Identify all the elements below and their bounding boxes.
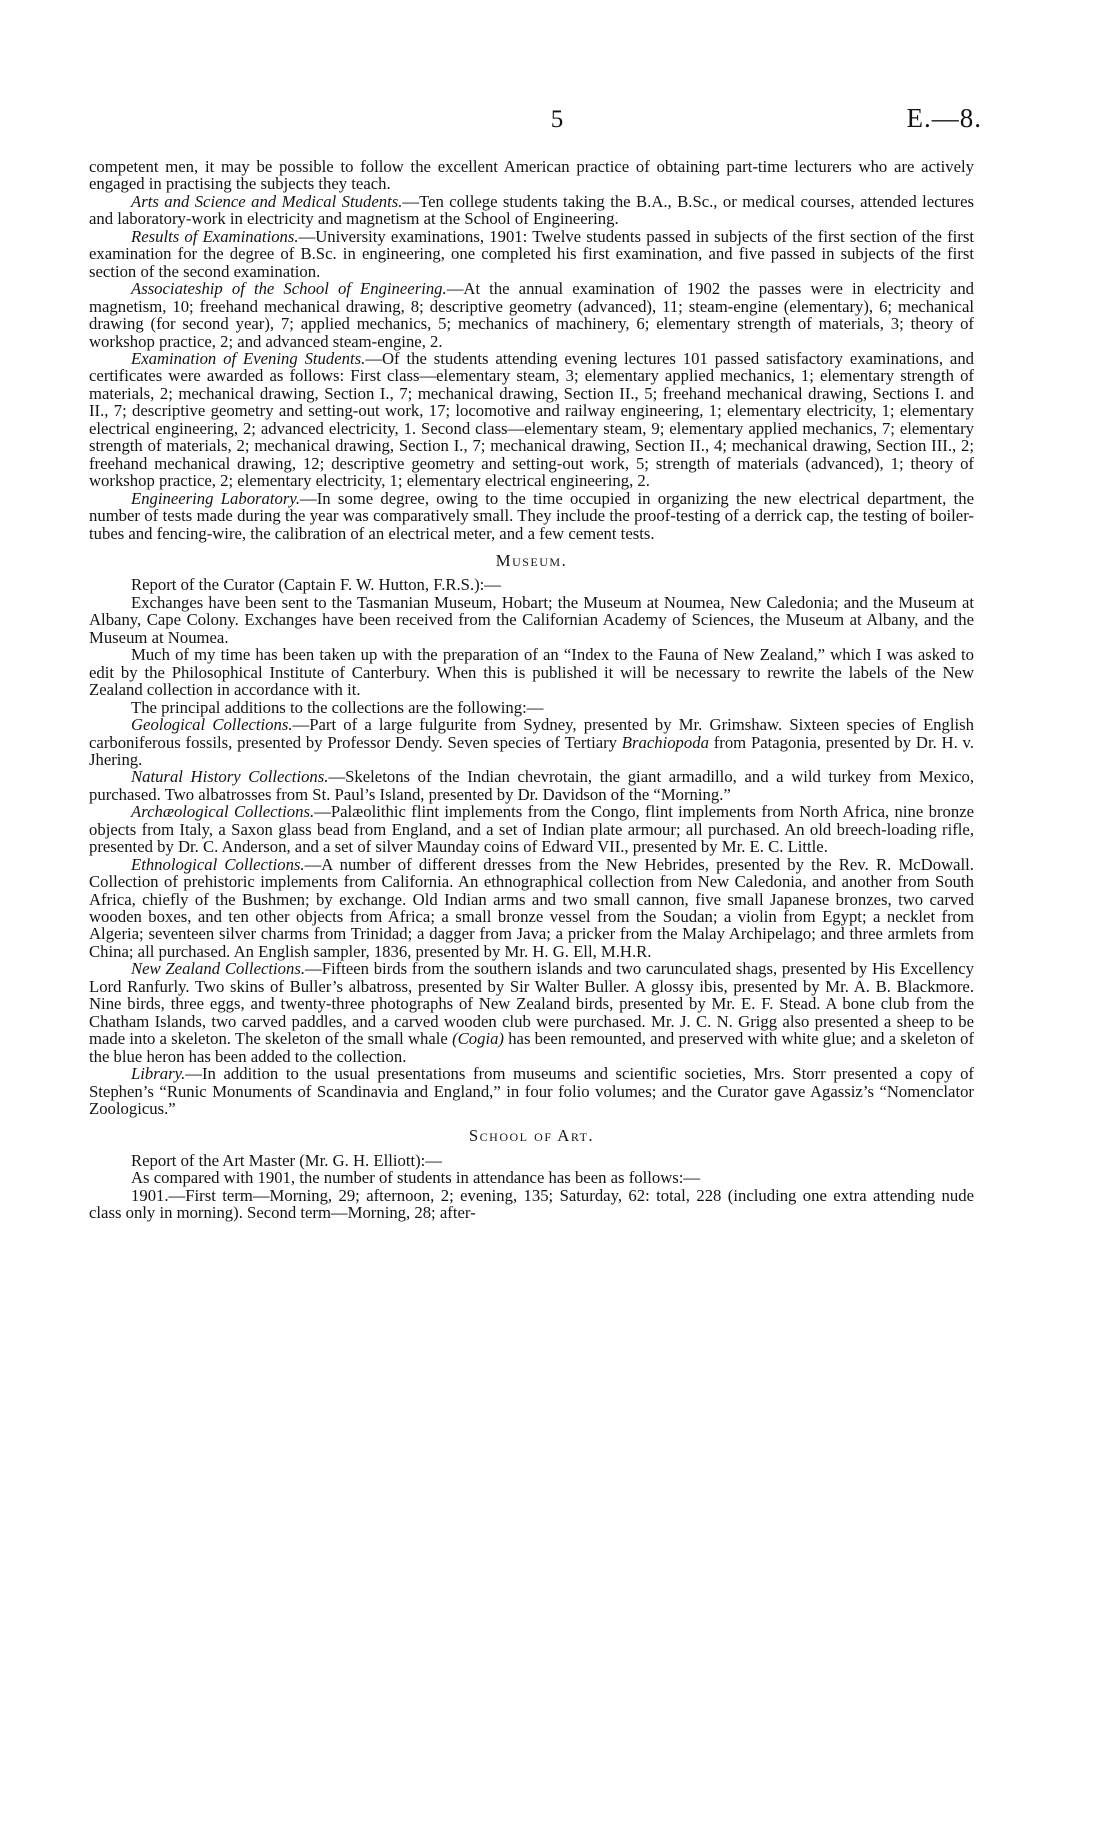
new-zealand-paragraph: New Zealand Collections.—Fifteen birds from the southern islands and two carunculated shags, presented by His Excellency Lord Ranfurly. Two skins of Buller’s albatross, presented by Sir Walter Buller. A glossy ibis, presented by Mr. A. B. Blackmore. Nine birds, three eggs, and twenty-three photographs of New Zealand birds, presented by Mr. E. F. Stead. A bone club from the Chatham Islands, two carved paddles, and a carved wooden club were purchased. Mr. J. C. N. Grigg also presented a sheep to be made into a skeleton. The skeleton of the small whale (Cogia) has been remounted, and preserved with white glue; and a skeleton of the blue heron has been added to the collection. <box>89 959 975 1066</box>
document-body <box>89 158 974 1222</box>
engineering-laboratory-paragraph: Engineering Laboratory.—In some degree, owing to the time occupied in organizing the new electrical department, the number of tests made during the year was comparatively small. They include the proof-testing of a derrick cap, the testing of boiler-tubes and fencing-wire, the calibration of an electrical meter, and a few cement tests. <box>89 488 974 543</box>
paragraph-heading: Results of Examinations. <box>131 226 299 246</box>
natural-history-paragraph: Natural History Collections.—Skeletons of the Indian chevrotain, the giant armadillo, and a wild turkey from Mexico, purchased. Two albatrosses from St. Paul’s Island, presented by Dr. Davidson of the “Morning.” <box>89 767 974 804</box>
paragraph-heading: Arts and Science and Medical Students. <box>131 191 403 211</box>
geological-paragraph: Geological Collections.—Part of a large fulgurite from Sydney, presented by Mr. Grimshaw. Sixteen species of English carboniferous fossils, presented by Professor Dendy. Seven species of Tertiary Brachiopoda from Patagonia, presented by Dr. H. v. Jhering. <box>89 715 974 769</box>
evening-students-paragraph: Examination of Evening Students.—Of the students attending evening lectures 101 passed satisfactory examinations, and certificates were awarded as follows: First class—elementary steam, 3; elementary applied mechanics, 1; elementary strength of materials, 2; mechanical drawing, Section I., 7; mechanical drawing, Section II., 5; freehand mechanical drawing, Sections I. and II., 7; descriptive geometry and setting-out work, 17; locomotive and railway engineering, 1; elementary electricity, 1; elementary electrical engineering, 2; advanced electricity, 1. Second class—elementary steam, 9; elementary applied mechanics, 7; elementary strength of materials, 2; mechanical drawing, Section I., 7; mechanical drawing, Section II., 4; mechanical drawing, Section III., 2; freehand mechanical drawing, 12; descriptive geometry and setting-out work, 5; strength of materials (advanced), 1; theory of workshop practice, 2; elementary electricity, 1; elementary electrical engineering, 2. <box>89 348 975 491</box>
paragraph-heading: New Zealand Collections. <box>131 959 306 979</box>
continuation-paragraph: competent men, it may be possible to follow the excellent American practice of obtaining part-time lecturers who are actively engaged in practising the subjects they teach. <box>89 157 974 194</box>
paragraph-heading: Ethnological Collections. <box>131 854 305 874</box>
archaeological-paragraph: Archæological Collections.—Palæolithic flint implements from the Congo, flint implements from North Africa, nine bronze objects from Italy, a Saxon glass bead from England, and a set of Indian plate armour; all purchased. An old breech-loading rifle, presented by Dr. C. Anderson, and a set of silver Maunday coins of Edward VII., presented by Mr. E. C. Little. <box>89 802 975 857</box>
library-paragraph: Library.—In addition to the usual presentations from museums and scientific societies, Mrs. Storr presented a copy of Stephen’s “Runic Monuments of Scandinavia and England,” in four folio volumes; and the Curator gave Agassiz’s “Nomenclator Zoologicus.” <box>89 1064 974 1119</box>
curator-report-line: Report of the Curator (Captain F. W. Hutton, F.R.S.):— <box>131 575 501 595</box>
paragraph-heading: Archæological Collections. <box>131 802 315 822</box>
paragraph-heading: Natural History Collections. <box>131 767 329 787</box>
document-reference: E.—8. <box>906 103 982 133</box>
exchanges-paragraph: Exchanges have been sent to the Tasmanian Museum, Hobart; the Museum at Noumea, New Caledonia; and the Museum at Albany, Cape Colony. Exchanges have been received from the Californian Academy of Sciences, the Museum at Albany, and the Museum at Noumea. <box>89 592 974 647</box>
taxon-term: (Cogia) <box>452 1029 504 1049</box>
school-of-art-section-title: School of Art. <box>468 1126 595 1146</box>
paragraph-heading: Examination of Evening Students. <box>131 348 366 368</box>
art-master-report-line: Report of the Art Master (Mr. G. H. Elliott):— <box>131 1150 442 1170</box>
paragraph-heading: Geological Collections. <box>131 715 293 735</box>
comparison-intro: As compared with 1901, the number of students in attendance has been as follows:— <box>131 1168 701 1188</box>
paragraph-heading: Associateship of the School of Engineering. <box>131 279 447 299</box>
taxon-term: Brachiopoda <box>621 732 709 752</box>
additions-intro: The principal additions to the collections are the following:— <box>131 697 544 717</box>
paragraph-heading: Engineering Laboratory. <box>131 488 301 508</box>
page-number: 5 <box>550 106 564 133</box>
associateship-paragraph: Associateship of the School of Engineering.—At the annual examination of 1902 the passes were in electricity and magnetism, 10; freehand mechanical drawing, 8; descriptive geometry (advanced), 11; steam-engine (elementary), 6; mechanical drawing (for second year), 7; applied mechanics, 5; mechanics of machinery, 6; elementary strength of materials, 3; theory of workshop practice, 2; and advanced steam-engine, 2. <box>89 279 975 351</box>
museum-section-title: Museum. <box>495 550 568 570</box>
ethnological-paragraph: Ethnological Collections.—A number of different dresses from the New Hebrides, presented by the Rev. R. McDowall. Collection of prehistoric implements from California. An ethnographical collection from New Caledonia, and another from South Africa, chiefly of the Bushmen; by exchange. Old Indian arms and two small cannon, five small Japanese bronzes, two carved wooden boxes, and ten other objects from Africa; a small bronze vessel from the Soudan; a violin from Egypt; a necklet from Algeria; seventeen silver charms from Trinidad; a dagger from Java; a pricker from the Malay Archipelago; and three armlets from China; all purchased. An English sampler, 1836, presented by Mr. H. G. Ell, M.H.R. <box>89 854 974 961</box>
paragraph-heading: Library. <box>131 1064 186 1084</box>
attendance-1901-paragraph: 1901.—First term—Morning, 29; afternoon, 2; evening, 135; Saturday, 62: total, 228 (including one extra attending nude class only in morning). Second term—Morning, 28; after- <box>89 1185 974 1223</box>
results-paragraph: Results of Examinations.—University examinations, 1901: Twelve students passed in subjects of the first section of the first examination for the degree of B.Sc. in engineering, one completed his first examination, and five passed in subjects of the first section of the second examination. <box>89 226 974 281</box>
arts-science-paragraph: Arts and Science and Medical Students.—Ten college students taking the B.A., B.Sc., or medical courses, attended lectures and laboratory-work in electricity and magnetism at the School of Engineering. <box>89 191 974 229</box>
index-work-paragraph: Much of my time has been taken up with the preparation of an “Index to the Fauna of New Zealand,” which I was asked to edit by the Philosophical Institute of Canterbury. When this is published it will be necessary to rewrite the labels of the New Zealand collection in accordance with it. <box>89 645 974 700</box>
